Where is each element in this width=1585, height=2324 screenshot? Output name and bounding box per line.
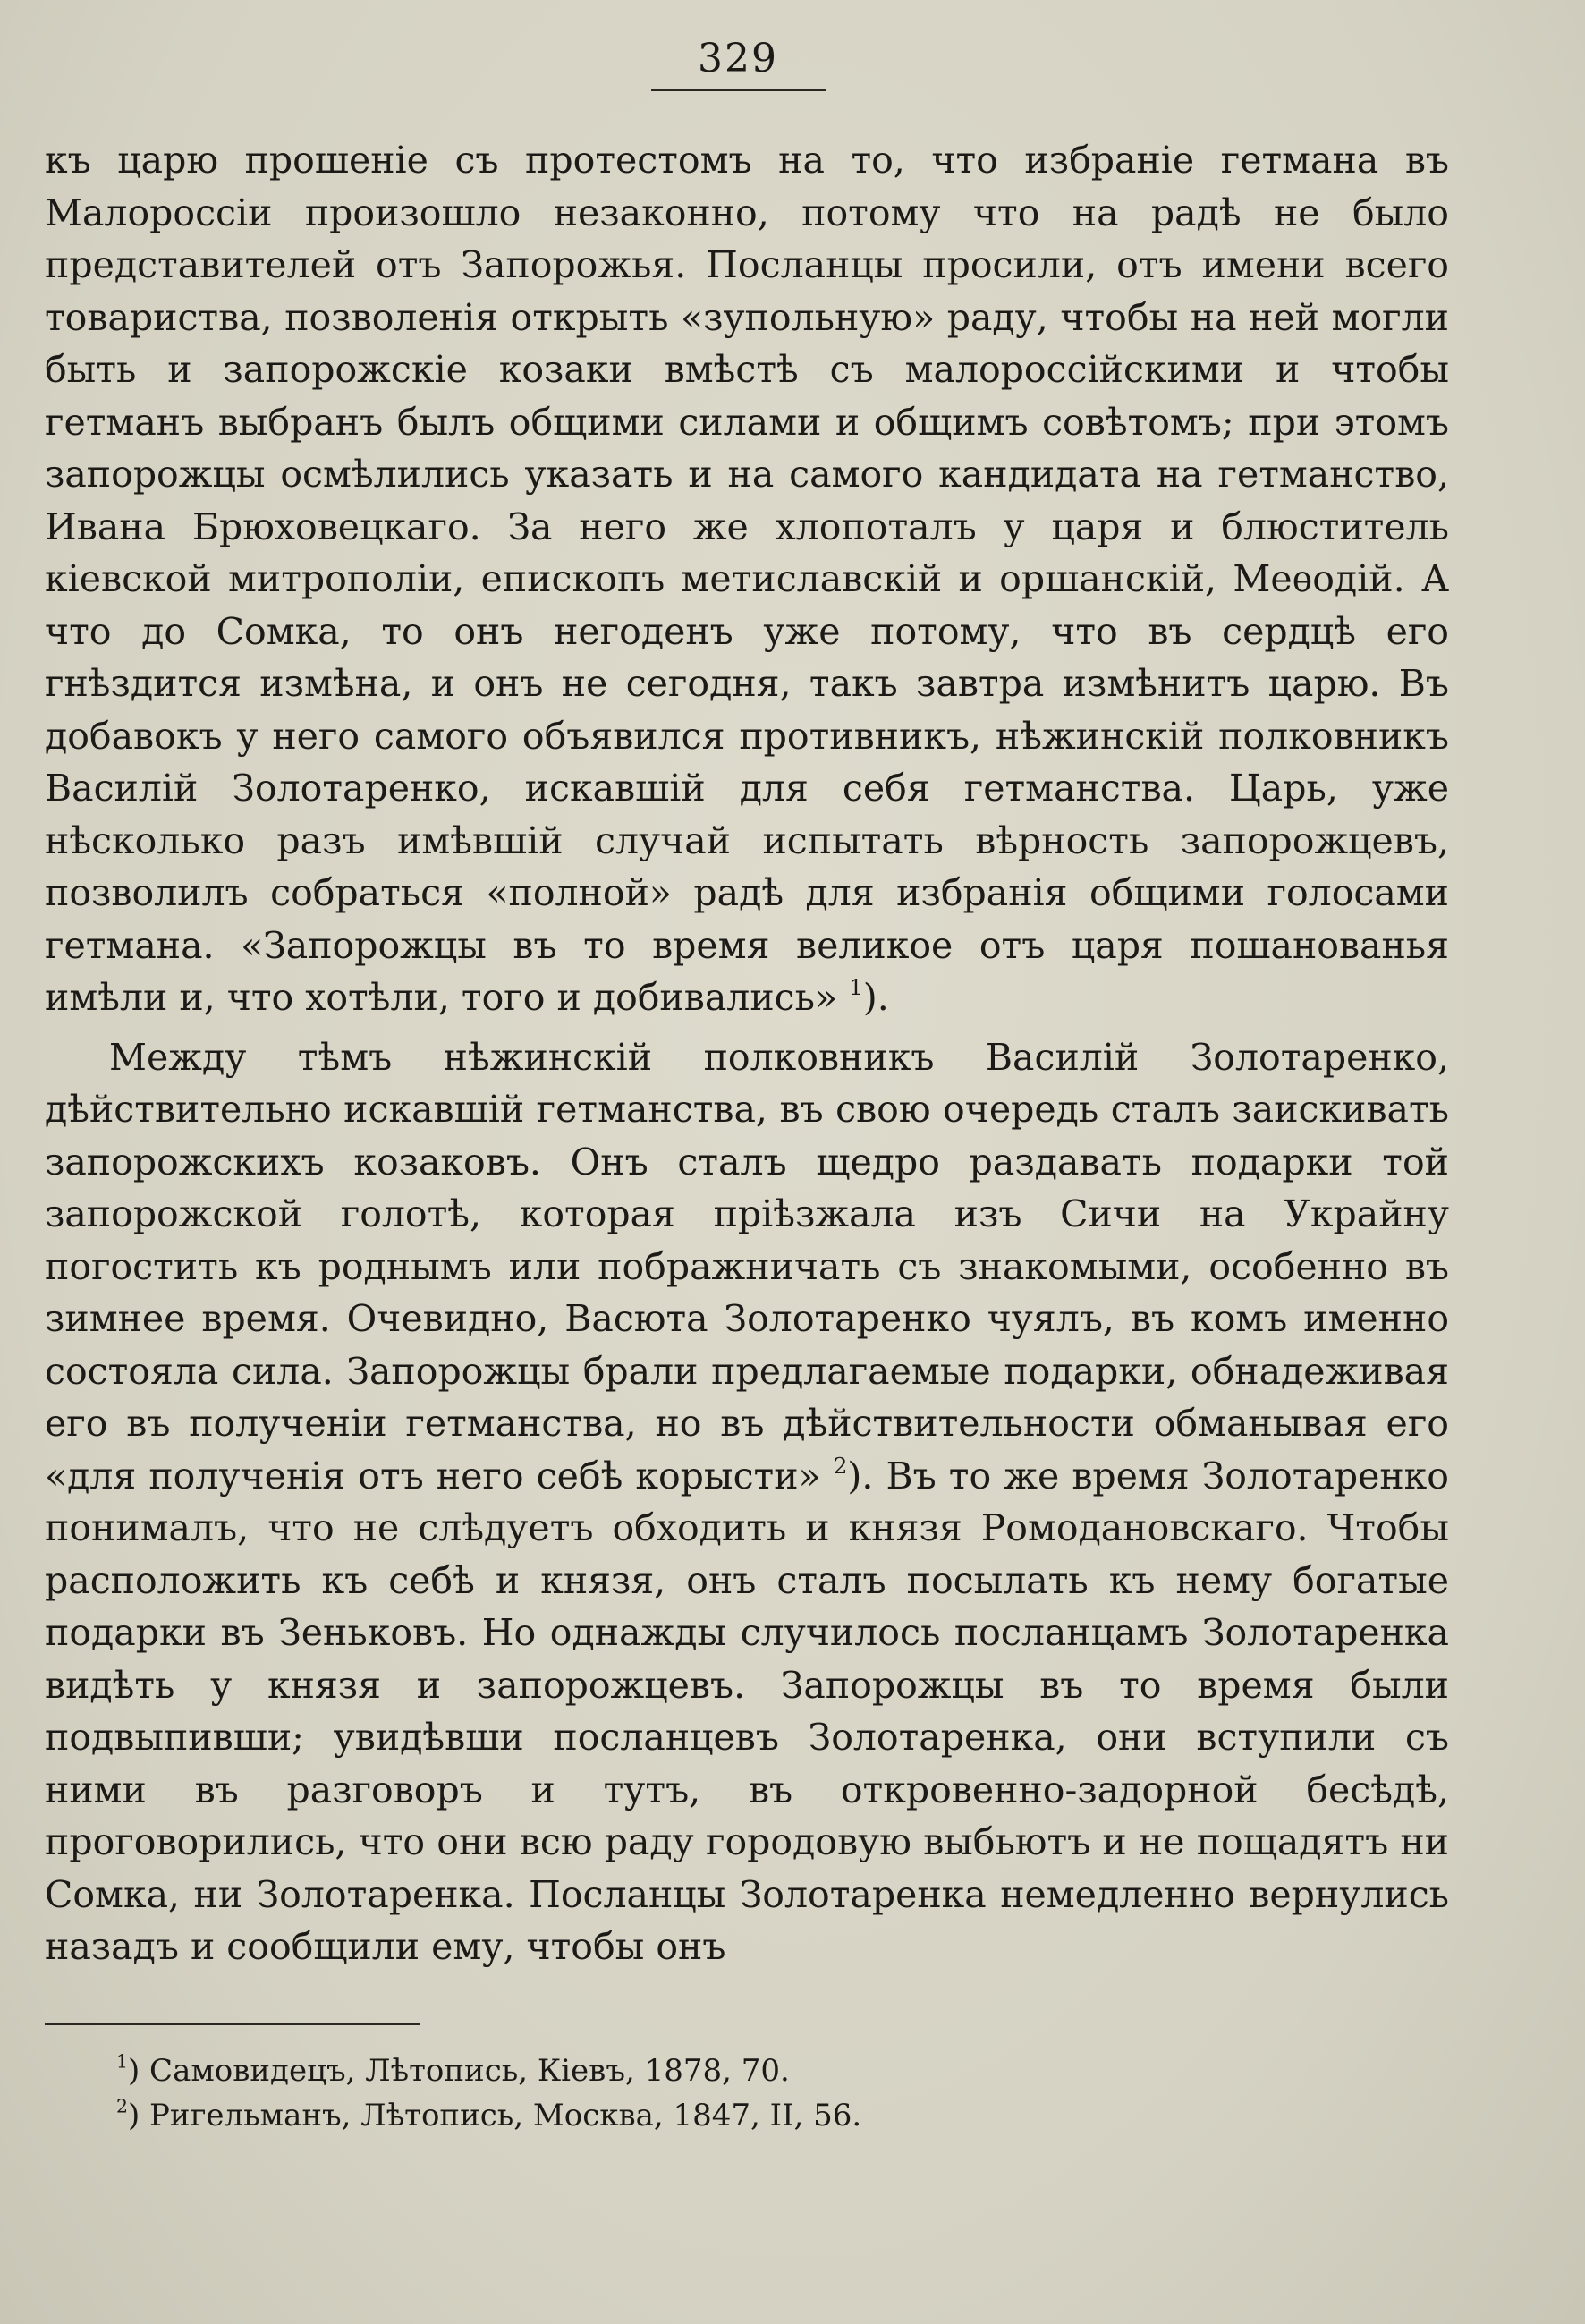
paragraph-text: Между тѣмъ нѣжинскій полковникъ Василій Золотаренко, дѣйствительно искавшій гетманства, въ свою очередь сталъ заискивать запорожскихъ козаковъ. Онъ сталъ щедро раздавать подарки той запорожской голотѣ, которая пріѣзжала изъ Сичи на Украйну погостить къ роднымъ или пображничать съ знакомыми, особенно въ зимнее время. Очевидно, Васюта Золотаренко чуялъ, въ комъ именно состояла сила. Запорожцы брали предлагаемые подарки, обнадеживая его въ полученіи гетманства, но въ дѣйствительности обманывая его «для полученія отъ него себѣ корысти»	[45, 1035, 1449, 1497]
paragraph-tail: ). Въ то же время Золотаренко понималъ, что не слѣдуетъ обходить и князя Ромодановскаго. Чтобы расположить къ себѣ и князя, онъ сталъ посылать къ нему богатые подарки въ Зеньковъ. Но однажды случилось посланцамъ Золотаренка видѣть у князя и запорожцевъ. Запорожцы въ то время были подвыпивши; увидѣвши посланцевъ Золотаренка, они вступили съ ними въ разговоръ и тутъ, въ откровенно-задорной бесѣдѣ, проговорились, что они всю раду городовую выбьютъ и не пощадятъ ни Сомка, ни Золотаренка. Посланцы Золотаренка немедленно вернулись назадъ и сообщили ему, чтобы онъ	[45, 1454, 1449, 1968]
paragraph-text: къ царю прошеніе съ протестомъ на то, что избраніе гетмана въ Малороссіи произошло незаконно, потому что на радѣ не было представителей отъ Запорожья. Посланцы просили, отъ имени всего товариства, позволенія открыть «зупольную» раду, чтобы на ней могли быть и запорожскіе козаки вмѣстѣ съ малороссійскими и чтобы гетманъ выбранъ былъ общими силами и общимъ совѣтомъ; при этомъ запорожцы осмѣлились указать и на самого кандидата на гетманство, Ивана Брюховецкаго. За него же хлопоталъ у царя и блюститель кіевской митрополіи, епископъ метиславскій и оршанскій, Меѳодій. А что до Сомка, то онъ негоденъ уже потому, что въ сердцѣ его гнѣздится измѣна, и онъ не сегодня, такъ завтра измѣнитъ царю. Въ добавокъ у него самого объявился противникъ, нѣжинскій полковникъ Василій Золотаренко, искавшій для себя гетманства. Царь, уже нѣсколько разъ имѣвшій случай испытать вѣрность запорожцевъ, позволилъ собраться «полной» радѣ для избранія общими голосами гетмана. «Запорожцы въ то время великое отъ царя пошанованья имѣли и, что хотѣли, того и добивались»	[45, 139, 1449, 1019]
paragraph-2	[45, 1031, 1449, 1973]
footnote-2	[116, 2093, 1369, 2138]
page-number-rule	[651, 89, 826, 91]
main-text	[45, 134, 1449, 1973]
footnote-text: ) Самовидецъ, Лѣтопись, Кіевъ, 1878, 70.	[127, 2053, 790, 2089]
footnote-1	[116, 2048, 1369, 2093]
footnote-marker: 1	[116, 2050, 128, 2073]
paragraph-tail: ).	[862, 976, 889, 1019]
footnote-separator	[45, 2023, 420, 2025]
footnote-reference-1: 1	[849, 973, 863, 1000]
footnotes	[116, 2048, 1369, 2138]
page-number: 329	[698, 36, 778, 81]
footnote-reference-2: 2	[833, 1452, 848, 1479]
footnote-text: ) Ригельманъ, Лѣтопись, Москва, 1847, II, 56.	[127, 2098, 862, 2133]
paragraph-1	[45, 134, 1449, 1024]
footnote-marker: 2	[116, 2095, 128, 2117]
